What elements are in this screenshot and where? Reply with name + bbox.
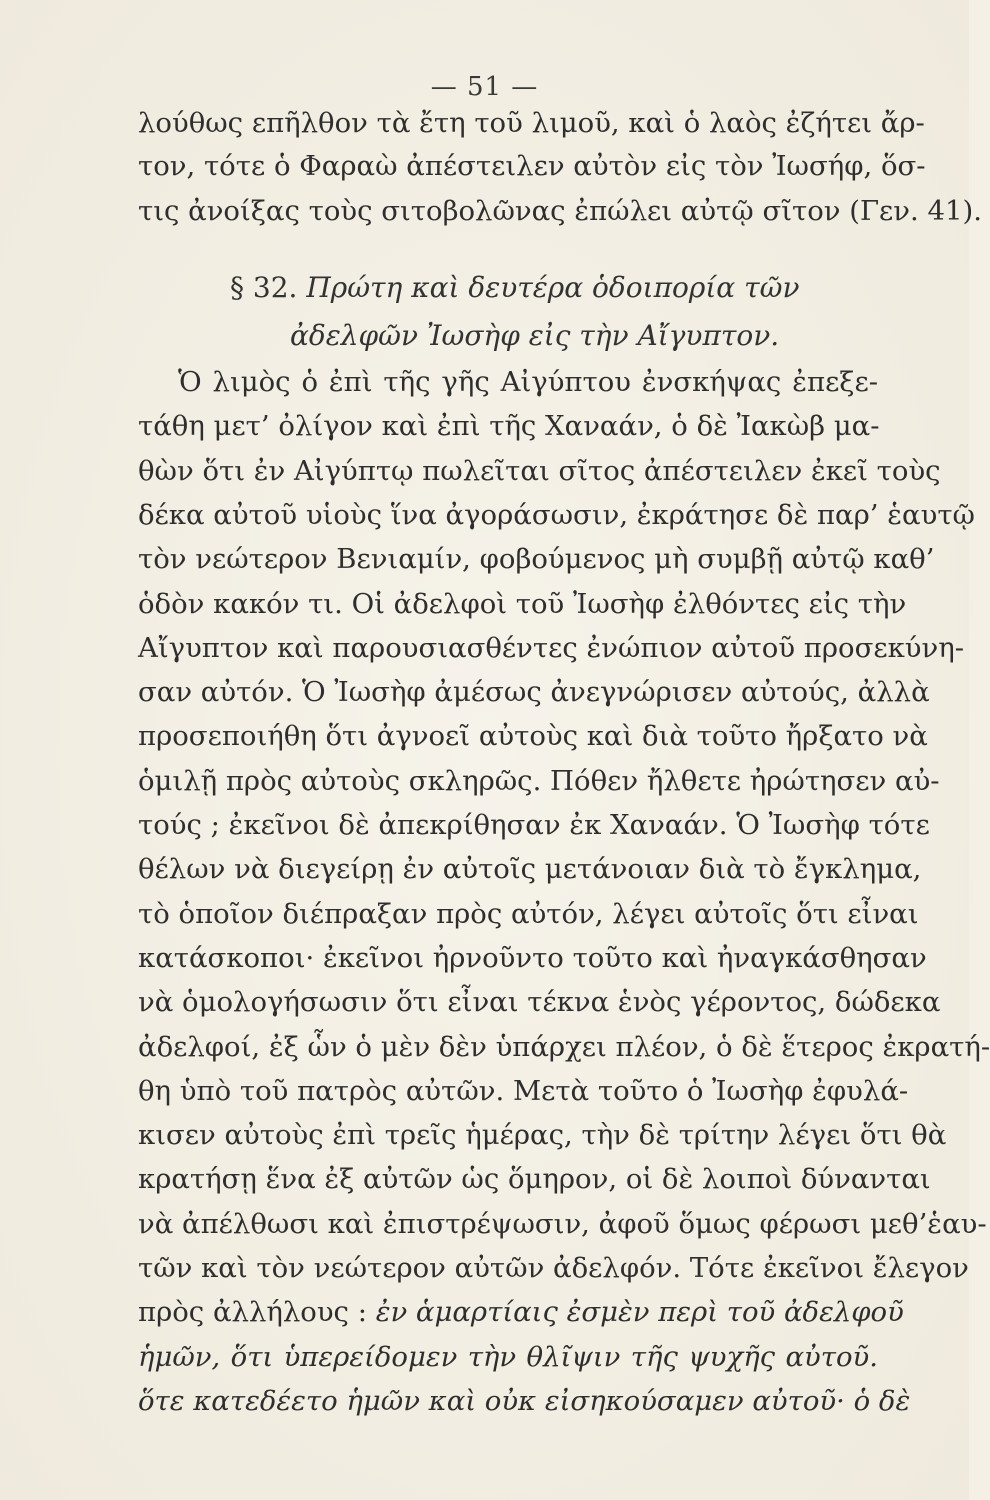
carryover-line: λούθως επῆλθον τὰ ἔτη τοῦ λιμοῦ, καὶ ὁ λαὸς ἐζήτει ἄρ- <box>138 107 925 139</box>
body-line: κατάσκοποι· ἐκεῖνοι ἠρνοῦντο τοῦτο καὶ ἠναγκάσθησαν <box>138 942 927 974</box>
body-line: τὸν νεώτερον Βενιαμίν, φοβούμενος μὴ συμβῇ αὐτῷ καθ’ <box>138 543 935 575</box>
body-line: νὰ ἀπέλθωσι καὶ ἐπιστρέψωσιν, ἀφοῦ ὅμως φέρωσι μεθ’ἑαυ- <box>138 1208 987 1240</box>
mixed-quote-line <box>138 1294 904 1330</box>
body-line: κρατήσῃ ἕνα ἐξ αὐτῶν ὡς ὅμηρον, οἱ δὲ λοιποὶ δύνανται <box>138 1163 931 1195</box>
body-line: τούς ; ἐκεῖνοι δὲ ἀπεκρίθησαν ἐκ Χαναάν. Ὁ Ἰωσὴφ τότε <box>138 809 930 841</box>
body-line: Ὁ λιμὸς ὁ ἐπὶ τῆς γῆς Αἰγύπτου ἐνσκήψας ἐπεξε- <box>178 366 878 398</box>
body-line: προσεποιήθη ὅτι ἀγνοεῖ αὐτοὺς καὶ διὰ τοῦτο ἤρξατο νὰ <box>138 720 928 752</box>
mixed-line-italic: ἐν ἁμαρτίαις ἐσμὲν περὶ τοῦ ἀδελφοῦ <box>375 1296 904 1328</box>
body-line: νὰ ὁμολογήσωσιν ὅτι εἶναι τέκνα ἑνὸς γέροντος, δώδεκα <box>138 986 941 1018</box>
section-heading <box>230 270 799 306</box>
body-line: θέλων νὰ διεγείρῃ ἐν αὐτοῖς μετάνοιαν διὰ τὸ ἔγκλημα, <box>138 853 922 885</box>
body-line: σαν αὐτόν. Ὁ Ἰωσὴφ ἀμέσως ἀνεγνώρισεν αὐτούς, ἀλλὰ <box>138 676 930 708</box>
carryover-line: τον, τότε ὁ Φαραὼ ἀπέστειλεν αὐτὸν εἰς τὸν Ἰωσήφ, ὅσ- <box>138 150 926 182</box>
body-line: Αἴγυπτον καὶ παρουσιασθέντες ἐνώπιον αὐτοῦ προσεκύνη- <box>138 632 964 664</box>
section-number: § 32. <box>230 271 298 304</box>
section-title-line1: Πρώτη καὶ δευτέρα ὁδοιπορία τῶν <box>306 271 800 304</box>
body-line: ὁμιλῇ πρὸς αὐτοὺς σκληρῶς. Πόθεν ἤλθετε ἠρώτησεν αὐ- <box>138 765 940 797</box>
section-title-line2: ἀδελφῶν Ἰωσὴφ εἰς τὴν Αἴγυπτον. <box>290 319 780 352</box>
italic-quote-line: ἡμῶν, ὅτι ὑπερείδομεν τὴν θλῖψιν τῆς ψυχῆς αὐτοῦ. <box>138 1341 878 1373</box>
mixed-line-upright: πρὸς ἀλλήλους : <box>138 1296 376 1328</box>
body-line: θὼν ὅτι ἐν Αἰγύπτῳ πωλεῖται σῖτος ἀπέστειλεν ἐκεῖ τοὺς <box>138 455 941 487</box>
page-number: — 51 — <box>430 72 539 102</box>
carryover-line: τις ἀνοίξας τοὺς σιτοβολῶνας ἐπώλει αὐτῷ σῖτον (Γεν. 41). <box>138 195 982 227</box>
body-line: τάθη μετ’ ὀλίγον καὶ ἐπὶ τῆς Χαναάν, ὁ δὲ Ἰακὼβ μα- <box>138 410 880 442</box>
body-line: τὸ ὁποῖον διέπραξαν πρὸς αὐτόν, λέγει αὐτοῖς ὅτι εἶναι <box>138 898 919 930</box>
body-line: θη ὑπὸ τοῦ πατρὸς αὐτῶν. Μετὰ τοῦτο ὁ Ἰωσὴφ ἐφυλά- <box>138 1075 909 1107</box>
body-line: ὁδὸν κακόν τι. Οἱ ἀδελφοὶ τοῦ Ἰωσὴφ ἐλθόντες εἰς τὴν <box>138 588 907 620</box>
body-line: ἀδελφοί, ἐξ ὧν ὁ μὲν δὲν ὑπάρχει πλέον, ὁ δὲ ἕτερος ἐκρατή- <box>138 1031 990 1063</box>
body-line: κισεν αὐτοὺς ἐπὶ τρεῖς ἡμέρας, τὴν δὲ τρίτην λέγει ὅτι θὰ <box>138 1119 947 1151</box>
body-line: τῶν καὶ τὸν νεώτερον αὐτῶν ἀδελφόν. Τότε ἐκεῖνοι ἔλεγον <box>138 1252 969 1284</box>
body-line: δέκα αὐτοῦ υἱοὺς ἵνα ἀγοράσωσιν, ἐκράτησε δὲ παρ’ ἑαυτῷ <box>138 499 975 531</box>
italic-quote-line: ὅτε κατεδέετο ἡμῶν καὶ οὐκ εἰσηκούσαμεν αὐτοῦ· ὁ δὲ <box>138 1385 911 1417</box>
